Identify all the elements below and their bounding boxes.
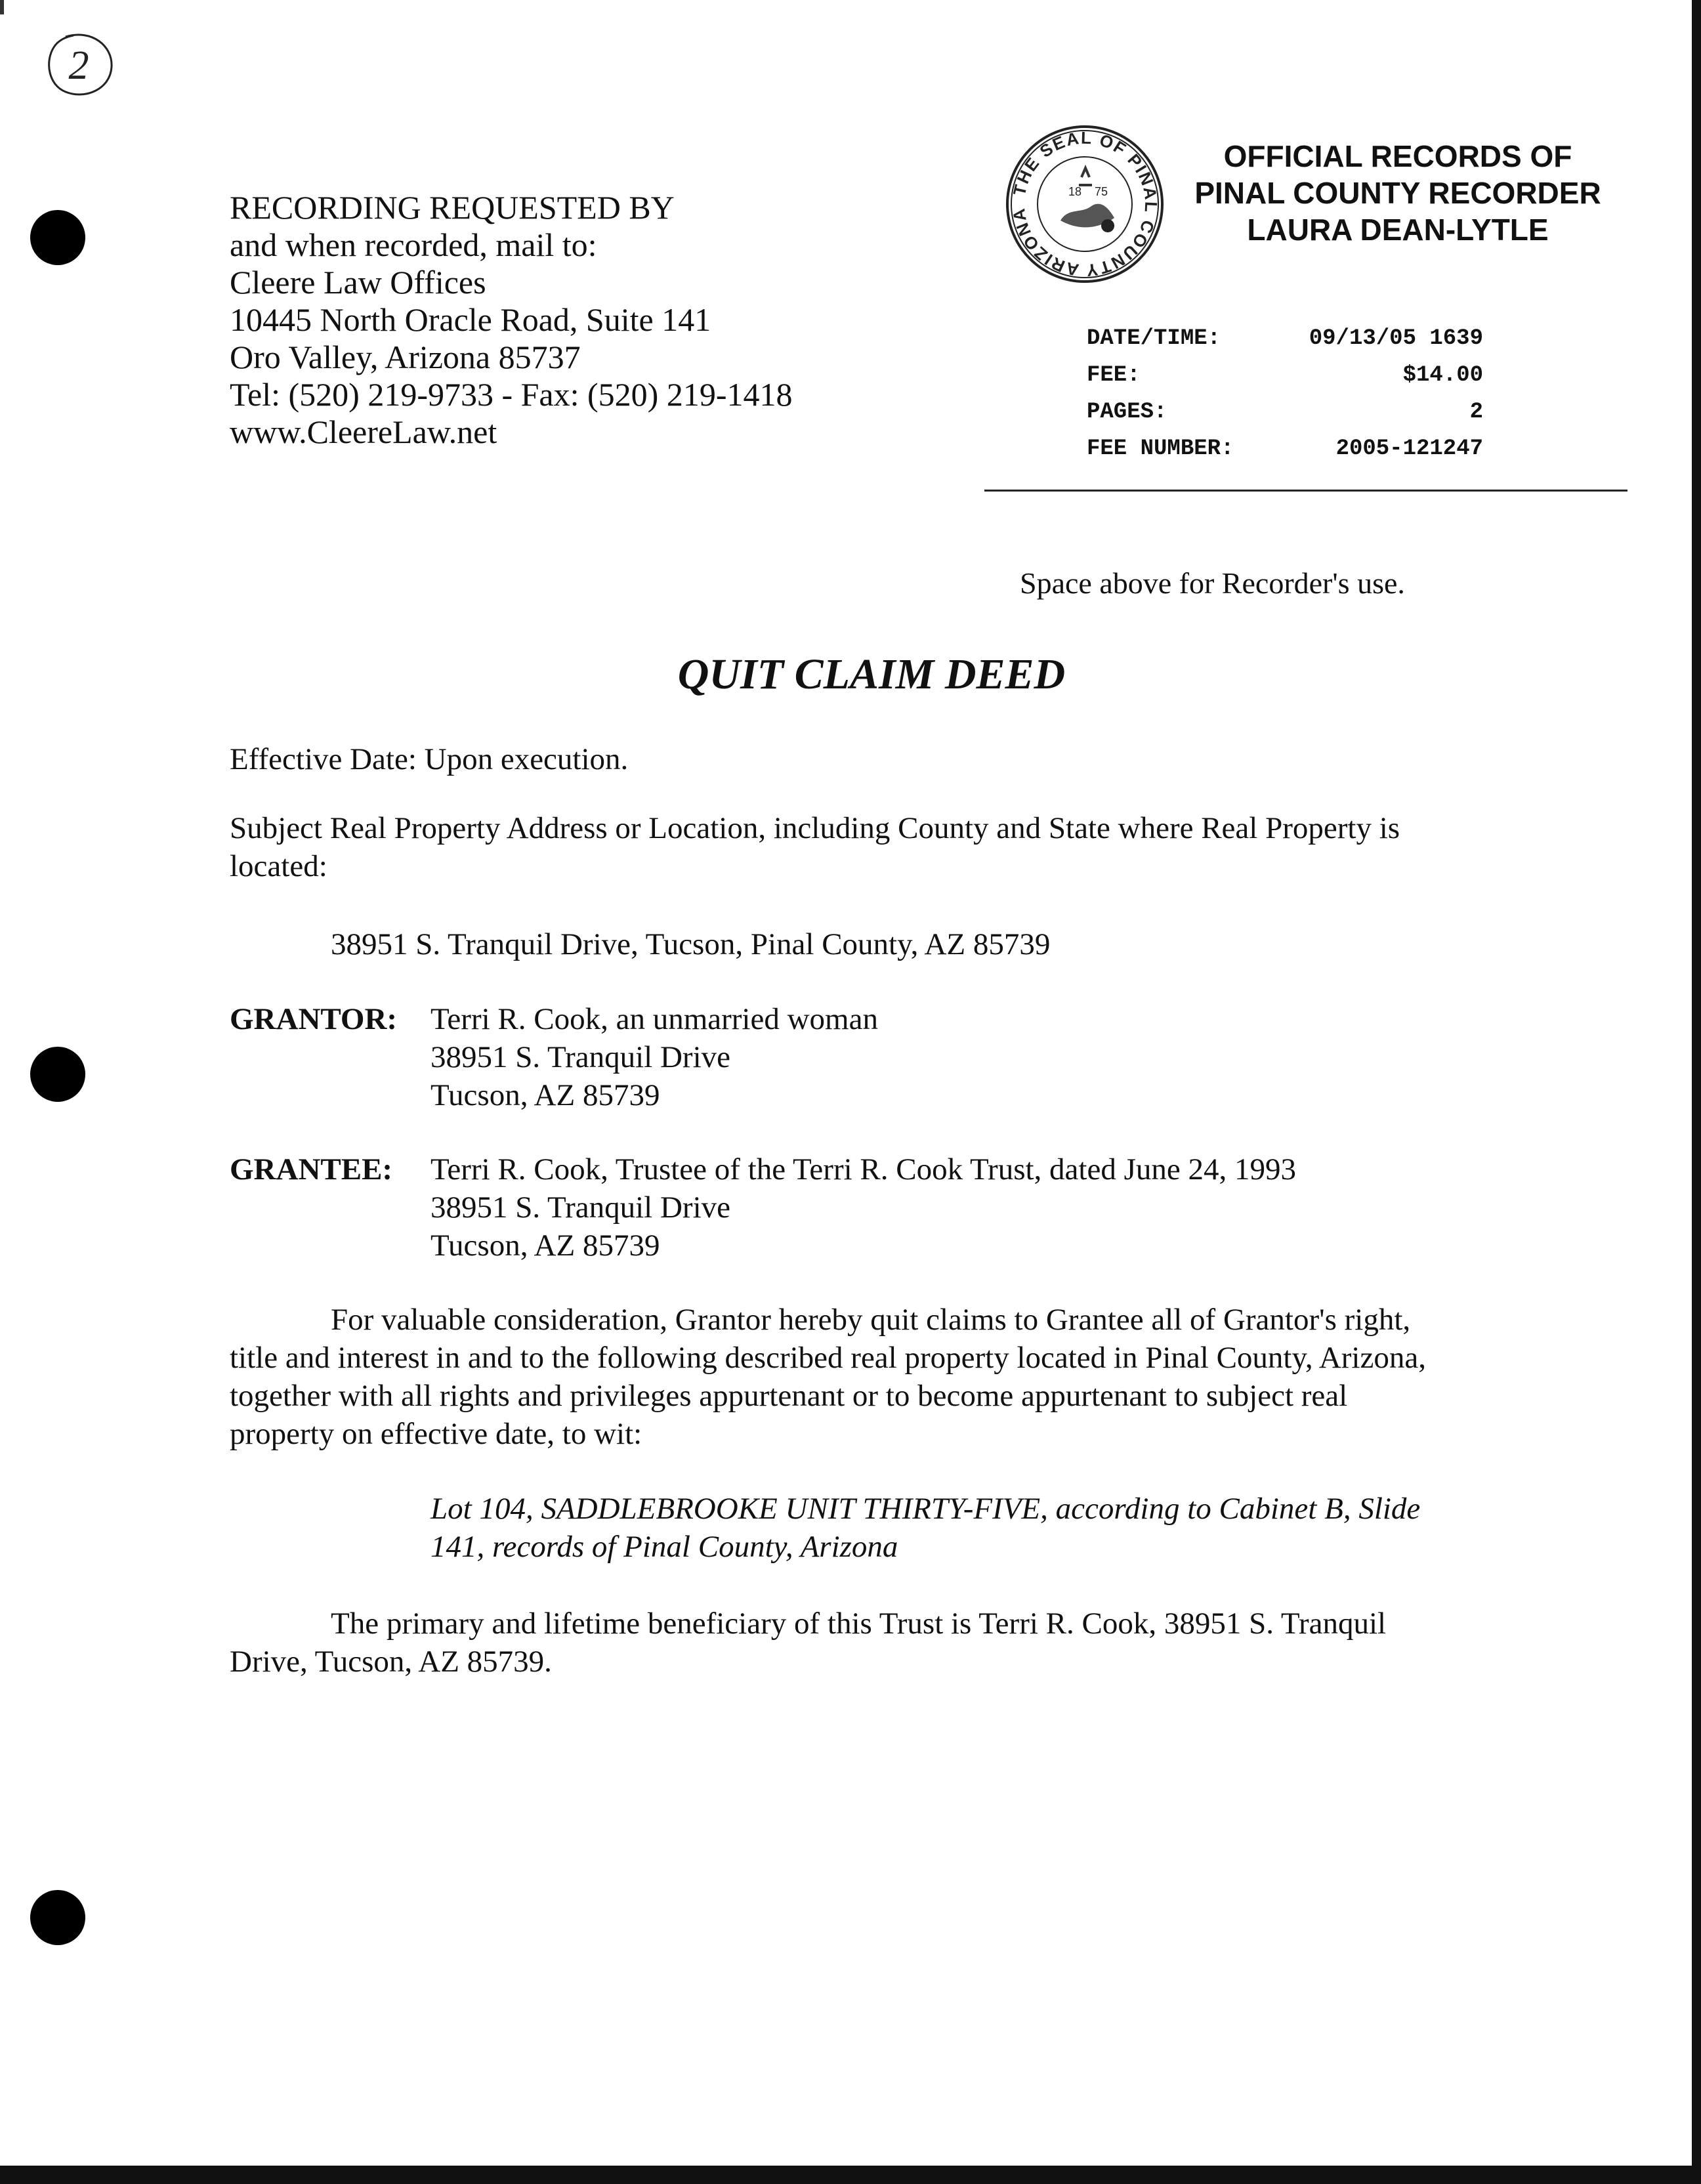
consideration-line-2: title and interest in and to the following described real property located in Pinal County, Arizona, xyxy=(230,1341,1426,1375)
consideration-line-3: together with all rights and privileges appurtenant or to become appurtenant to subject real xyxy=(230,1379,1348,1413)
recorder-divider xyxy=(984,490,1628,492)
property-intro-line-2: located: xyxy=(230,849,327,883)
return-address-block xyxy=(230,189,792,451)
county-seal-icon xyxy=(1003,122,1167,286)
phone-fax: Tel: (520) 219-9733 - Fax: (520) 219-1418 xyxy=(230,376,793,413)
property-address: 38951 S. Tranquil Drive, Tucson, Pinal County, AZ 85739 xyxy=(331,927,1051,961)
grantor-name: Terri R. Cook, an unmarried woman xyxy=(430,1002,878,1036)
recorder-space-note: Space above for Recorder's use. xyxy=(1020,566,1405,600)
recorder-name: LAURA DEAN-LYTLE xyxy=(1247,213,1549,247)
grantee-label: GRANTEE: xyxy=(230,1152,393,1186)
beneficiary-line-2: Drive, Tucson, AZ 85739. xyxy=(230,1645,552,1679)
seal-year-left: 18 xyxy=(1068,185,1082,198)
record-fee-number-row xyxy=(1087,430,1483,467)
legal-description-line-2: 141, records of Pinal County, Arizona xyxy=(430,1530,898,1564)
grantee-city: Tucson, AZ 85739 xyxy=(430,1228,660,1263)
recorder-line-1: OFFICIAL RECORDS OF xyxy=(1223,139,1572,173)
law-office-name: Cleere Law Offices xyxy=(230,264,486,301)
record-value: 2005-121247 xyxy=(1335,436,1483,461)
handwritten-page-number: 2 xyxy=(68,43,89,88)
record-pages-row xyxy=(1087,394,1483,430)
city-state-zip: Oro Valley, Arizona 85737 xyxy=(230,339,581,375)
scan-edge-mark xyxy=(0,0,4,14)
record-label: FEE NUMBER: xyxy=(1087,436,1234,461)
grantee-street: 38951 S. Tranquil Drive xyxy=(430,1190,730,1225)
record-value: $14.00 xyxy=(1402,363,1483,388)
beneficiary-line-1: The primary and lifetime beneficiary of this Trust is Terri R. Cook, 38951 S. Tranquil xyxy=(331,1606,1387,1641)
grantor-label: GRANTOR: xyxy=(230,1002,398,1036)
website: www.CleereLaw.net xyxy=(230,413,497,450)
consideration-line-4: property on effective date, to wit: xyxy=(230,1417,642,1451)
consideration-line-1: For valuable consideration, Grantor hereby quit claims to Grantee all of Grantor's right, xyxy=(331,1303,1411,1337)
record-fee-row xyxy=(1087,357,1483,394)
punch-hole xyxy=(30,1890,85,1945)
record-value: 09/13/05 1639 xyxy=(1309,326,1483,351)
grantor-street: 38951 S. Tranquil Drive xyxy=(430,1040,730,1074)
legal-description-line-1: Lot 104, SADDLEBROOKE UNIT THIRTY-FIVE, according to Cabinet B, Slide xyxy=(430,1492,1421,1526)
document-title: QUIT CLAIM DEED xyxy=(677,650,1066,698)
street-address: 10445 North Oracle Road, Suite 141 xyxy=(230,301,711,338)
record-date-time-row xyxy=(1087,320,1483,357)
record-label: DATE/TIME: xyxy=(1087,326,1221,351)
punch-hole xyxy=(30,1047,85,1102)
grantee-name: Terri R. Cook, Trustee of the Terri R. Cook Trust, dated June 24, 1993 xyxy=(430,1152,1296,1186)
recorder-header xyxy=(1175,138,1621,248)
record-label: PAGES: xyxy=(1087,400,1167,425)
effective-date: Effective Date: Upon execution. xyxy=(230,742,629,776)
record-label: FEE: xyxy=(1087,363,1141,388)
seal-ring-text: THE SEAL OF PINAL COUNTY ARIZONA xyxy=(1008,127,1162,281)
record-value: 2 xyxy=(1469,400,1483,425)
grantor-city: Tucson, AZ 85739 xyxy=(430,1078,660,1112)
recording-requested-line: RECORDING REQUESTED BY xyxy=(230,189,675,226)
scan-edge-right xyxy=(1692,0,1701,2184)
svg-text:THE SEAL OF PINAL COUNTY ARIZO xyxy=(1009,128,1161,281)
mail-to-line: and when recorded, mail to: xyxy=(230,226,597,263)
handwritten-page-mark xyxy=(39,26,118,105)
recorder-line-2: PINAL COUNTY RECORDER xyxy=(1194,176,1601,210)
recording-info-table xyxy=(1087,320,1483,467)
punch-hole xyxy=(30,210,85,265)
scan-edge-bottom xyxy=(0,2166,1701,2184)
seal-year-right: 75 xyxy=(1095,185,1108,198)
property-intro-line-1: Subject Real Property Address or Location, including County and State where Real Property is xyxy=(230,811,1400,845)
